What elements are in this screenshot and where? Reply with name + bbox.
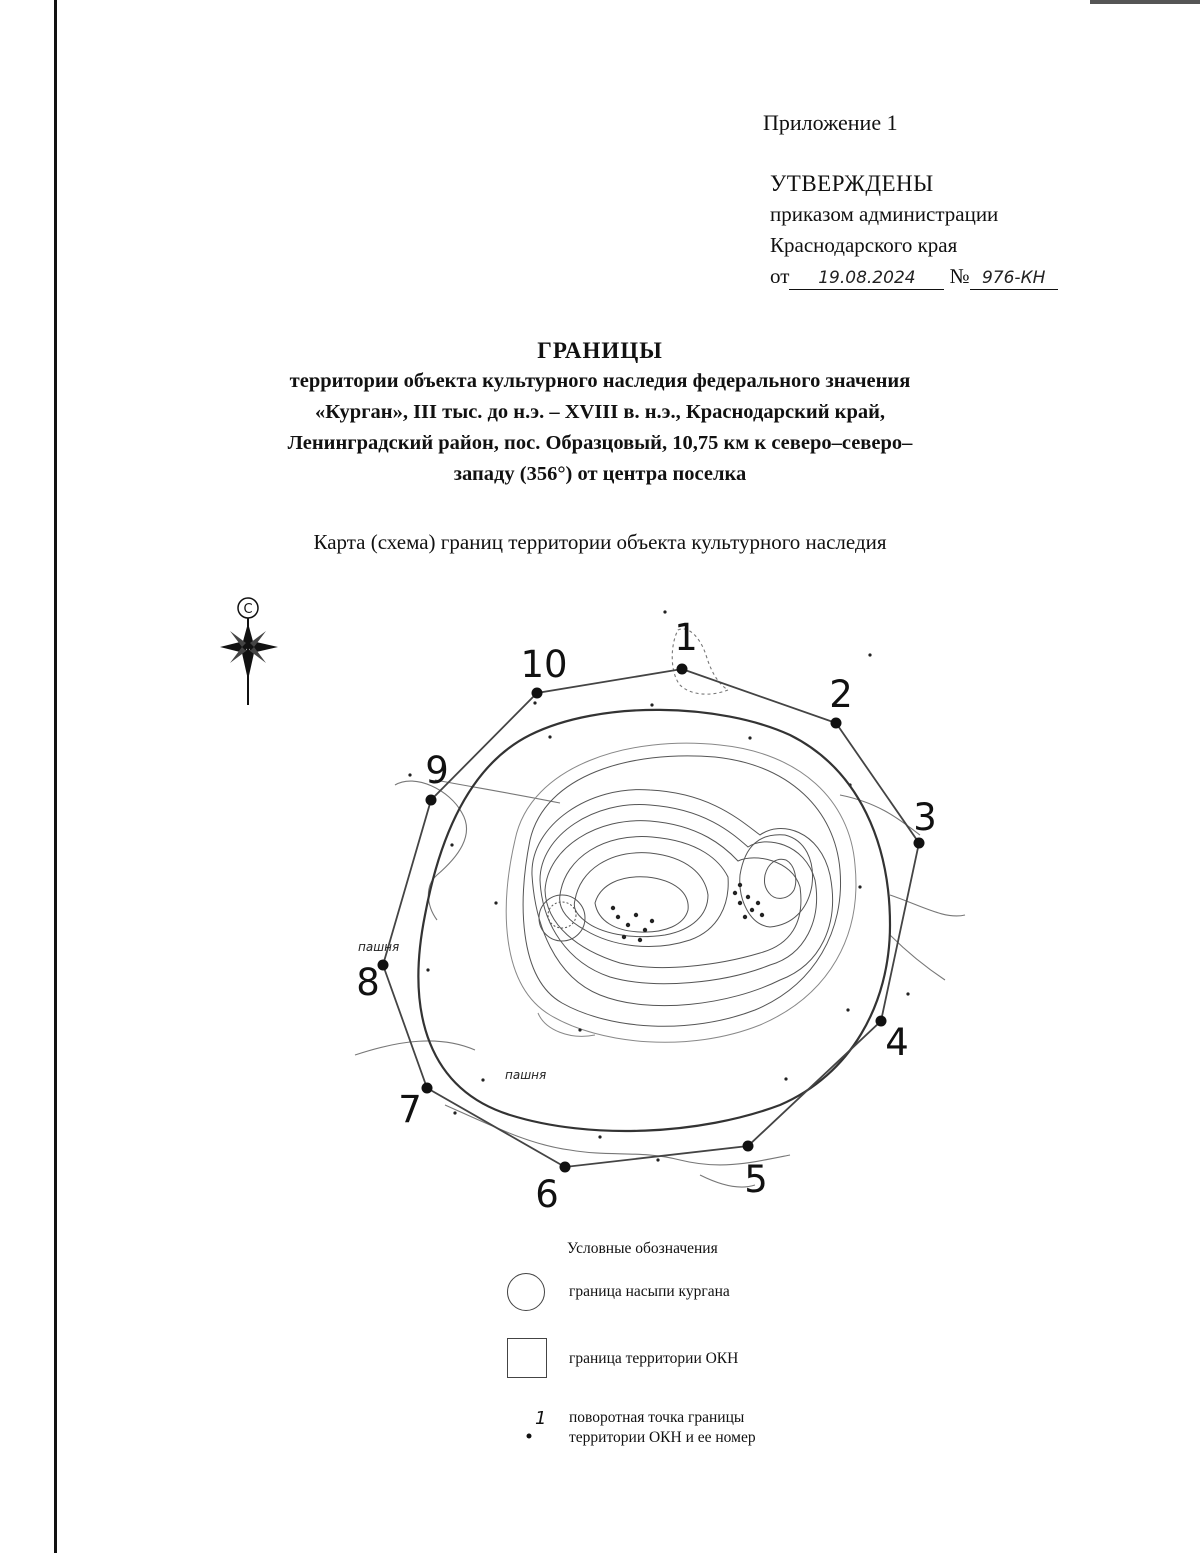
compass-north-letter: С: [243, 602, 253, 617]
point-number-7: 7: [398, 1088, 422, 1131]
road-lines: [355, 629, 965, 1187]
appendix-label: Приложение 1: [763, 110, 898, 135]
order-line-1: приказом администрации: [770, 202, 999, 226]
approved-heading: УТВЕРЖДЕНЫ: [770, 171, 934, 196]
turning-point-10: [532, 688, 543, 699]
turning-point-1: [677, 664, 688, 675]
map-caption: Карта (схема) границ территории объекта культурного наследия: [313, 530, 887, 554]
turning-point-2: [831, 718, 842, 729]
mound-boundary-line: [418, 710, 890, 1131]
legend-turning-point-label-2: территории ОКН и ее номер: [569, 1429, 756, 1446]
left-margin-rule: [54, 0, 57, 1553]
order-date-line: [770, 261, 1058, 292]
boundary-map: [200, 585, 1000, 1235]
top-corner-mark: [1090, 0, 1200, 4]
order-line-2: Краснодарского края: [770, 233, 958, 257]
legend-square-icon: [507, 1338, 547, 1378]
turning-point-3: [914, 838, 925, 849]
turning-point-sample-icon: [507, 1406, 547, 1442]
okn-territory-boundary: [383, 669, 919, 1167]
title-line-3: Ленинградский район, пос. Образцовый, 10,75 км к северо–северо–: [287, 432, 913, 454]
date-prefix: от: [770, 264, 790, 288]
turning-point-9: [426, 795, 437, 806]
legend-turning-point-label-1: поворотная точка границы: [569, 1409, 745, 1426]
approval-block: [770, 168, 1058, 292]
legend-title: Условные обозначения: [567, 1240, 718, 1257]
legend-circle-icon: [507, 1273, 545, 1311]
handwritten-number: 976-КН: [970, 267, 1058, 290]
turning-point-5: [743, 1141, 754, 1152]
title-line-2: «Курган», III тыс. до н.э. – XVIII в. н.э., Краснодарский край,: [314, 401, 886, 423]
field-label-south: пашня: [505, 1068, 547, 1082]
point-number-8: 8: [356, 961, 380, 1004]
point-number-4: 4: [885, 1021, 909, 1064]
legend-okn-label: граница территории ОКН: [569, 1350, 739, 1367]
number-prefix: №: [949, 264, 970, 288]
title-line-4: западу (356°) от центра поселка: [453, 463, 747, 485]
point-number-2: 2: [829, 673, 853, 716]
turning-point-6: [560, 1162, 571, 1173]
point-number-1: 1: [674, 616, 698, 659]
point-number-10: 10: [520, 643, 568, 686]
contour-lines: [506, 743, 856, 1042]
legend-point-number: 1: [535, 1408, 547, 1429]
point-number-3: 3: [913, 796, 937, 839]
compass-rose-icon: [220, 598, 278, 705]
point-number-5: 5: [744, 1158, 768, 1201]
legend-mound-label: граница насыпи кургана: [569, 1283, 730, 1300]
title-main: ГРАНИЦЫ: [537, 338, 663, 363]
turning-point-7: [422, 1083, 433, 1094]
point-number-9: 9: [425, 749, 449, 792]
handwritten-date: 19.08.2024: [789, 267, 944, 290]
turning-points: [378, 664, 925, 1173]
document-title: [150, 338, 1050, 488]
title-line-1: территории объекта культурного наследия федерального значения: [289, 370, 911, 392]
point-number-6: 6: [535, 1173, 559, 1216]
field-label-west: пашня: [358, 940, 400, 954]
